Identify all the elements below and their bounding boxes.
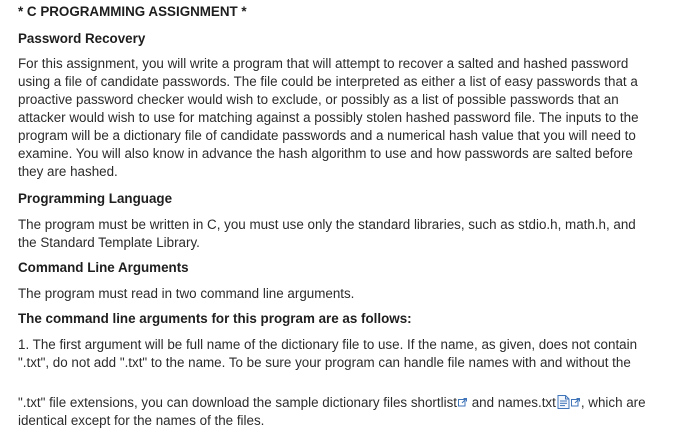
paragraph-line: For this assignment, you will write a program that will attempt to recover a salted and hashed password [18, 56, 629, 71]
section-heading-programming-language: Programming Language [18, 191, 173, 206]
external-link-icon[interactable] [458, 398, 467, 407]
section-heading-arguments-list: The command line arguments for this program are as follows: [18, 311, 412, 326]
page-title: * C PROGRAMMING ASSIGNMENT * [18, 4, 247, 19]
paragraph-text: ".txt" file extensions, you can download the sample dictionary files [18, 395, 411, 410]
paragraph-line: the Standard Template Library. [18, 235, 200, 250]
paragraph-line: examine. You will also know in advance the hash algorithm to use and how passwords are salted before [18, 146, 633, 161]
document-icon[interactable] [557, 395, 570, 414]
paragraph-line: program will be a dictionary file of candidate passwords and a numerical hash value that you will need to [18, 128, 636, 143]
paragraph-text: and [467, 395, 498, 410]
paragraph-line: ".txt", do not add ".txt" to the name. To be sure your program can handle file names with and without the [18, 355, 631, 370]
section-heading-command-line-arguments: Command Line Arguments [18, 260, 189, 275]
paragraph-line: identical except for the names of the files. [18, 413, 265, 428]
paragraph-line: The program must read in two command line arguments. [18, 286, 355, 301]
paragraph-line: The program must be written in C, you must use only the standard libraries, such as stdio.h, math.h, and [18, 217, 636, 232]
paragraph-text: , which are [580, 395, 646, 410]
paragraph-line: they are hashed. [18, 164, 118, 179]
paragraph-line: attacker would wish to use for matching against a possibly stolen hashed password file. The inputs to the [18, 110, 639, 125]
shortlist-link[interactable]: shortlist [410, 395, 457, 410]
paragraph-line: proactive password checker would wish to exclude, or possibly as a list of possible passwords that an [18, 92, 619, 107]
paragraph-line-with-links [18, 394, 646, 414]
section-heading-password-recovery: Password Recovery [18, 31, 146, 46]
external-link-icon[interactable] [571, 398, 580, 407]
names-txt-link[interactable]: names.txt [497, 395, 556, 410]
paragraph-line: using a file of candidate passwords. The file could be interpreted as either a list of easy passwords that a [18, 74, 638, 89]
paragraph-line: 1. The first argument will be full name of the dictionary file to use. If the name, as given, does not contain [18, 337, 638, 352]
